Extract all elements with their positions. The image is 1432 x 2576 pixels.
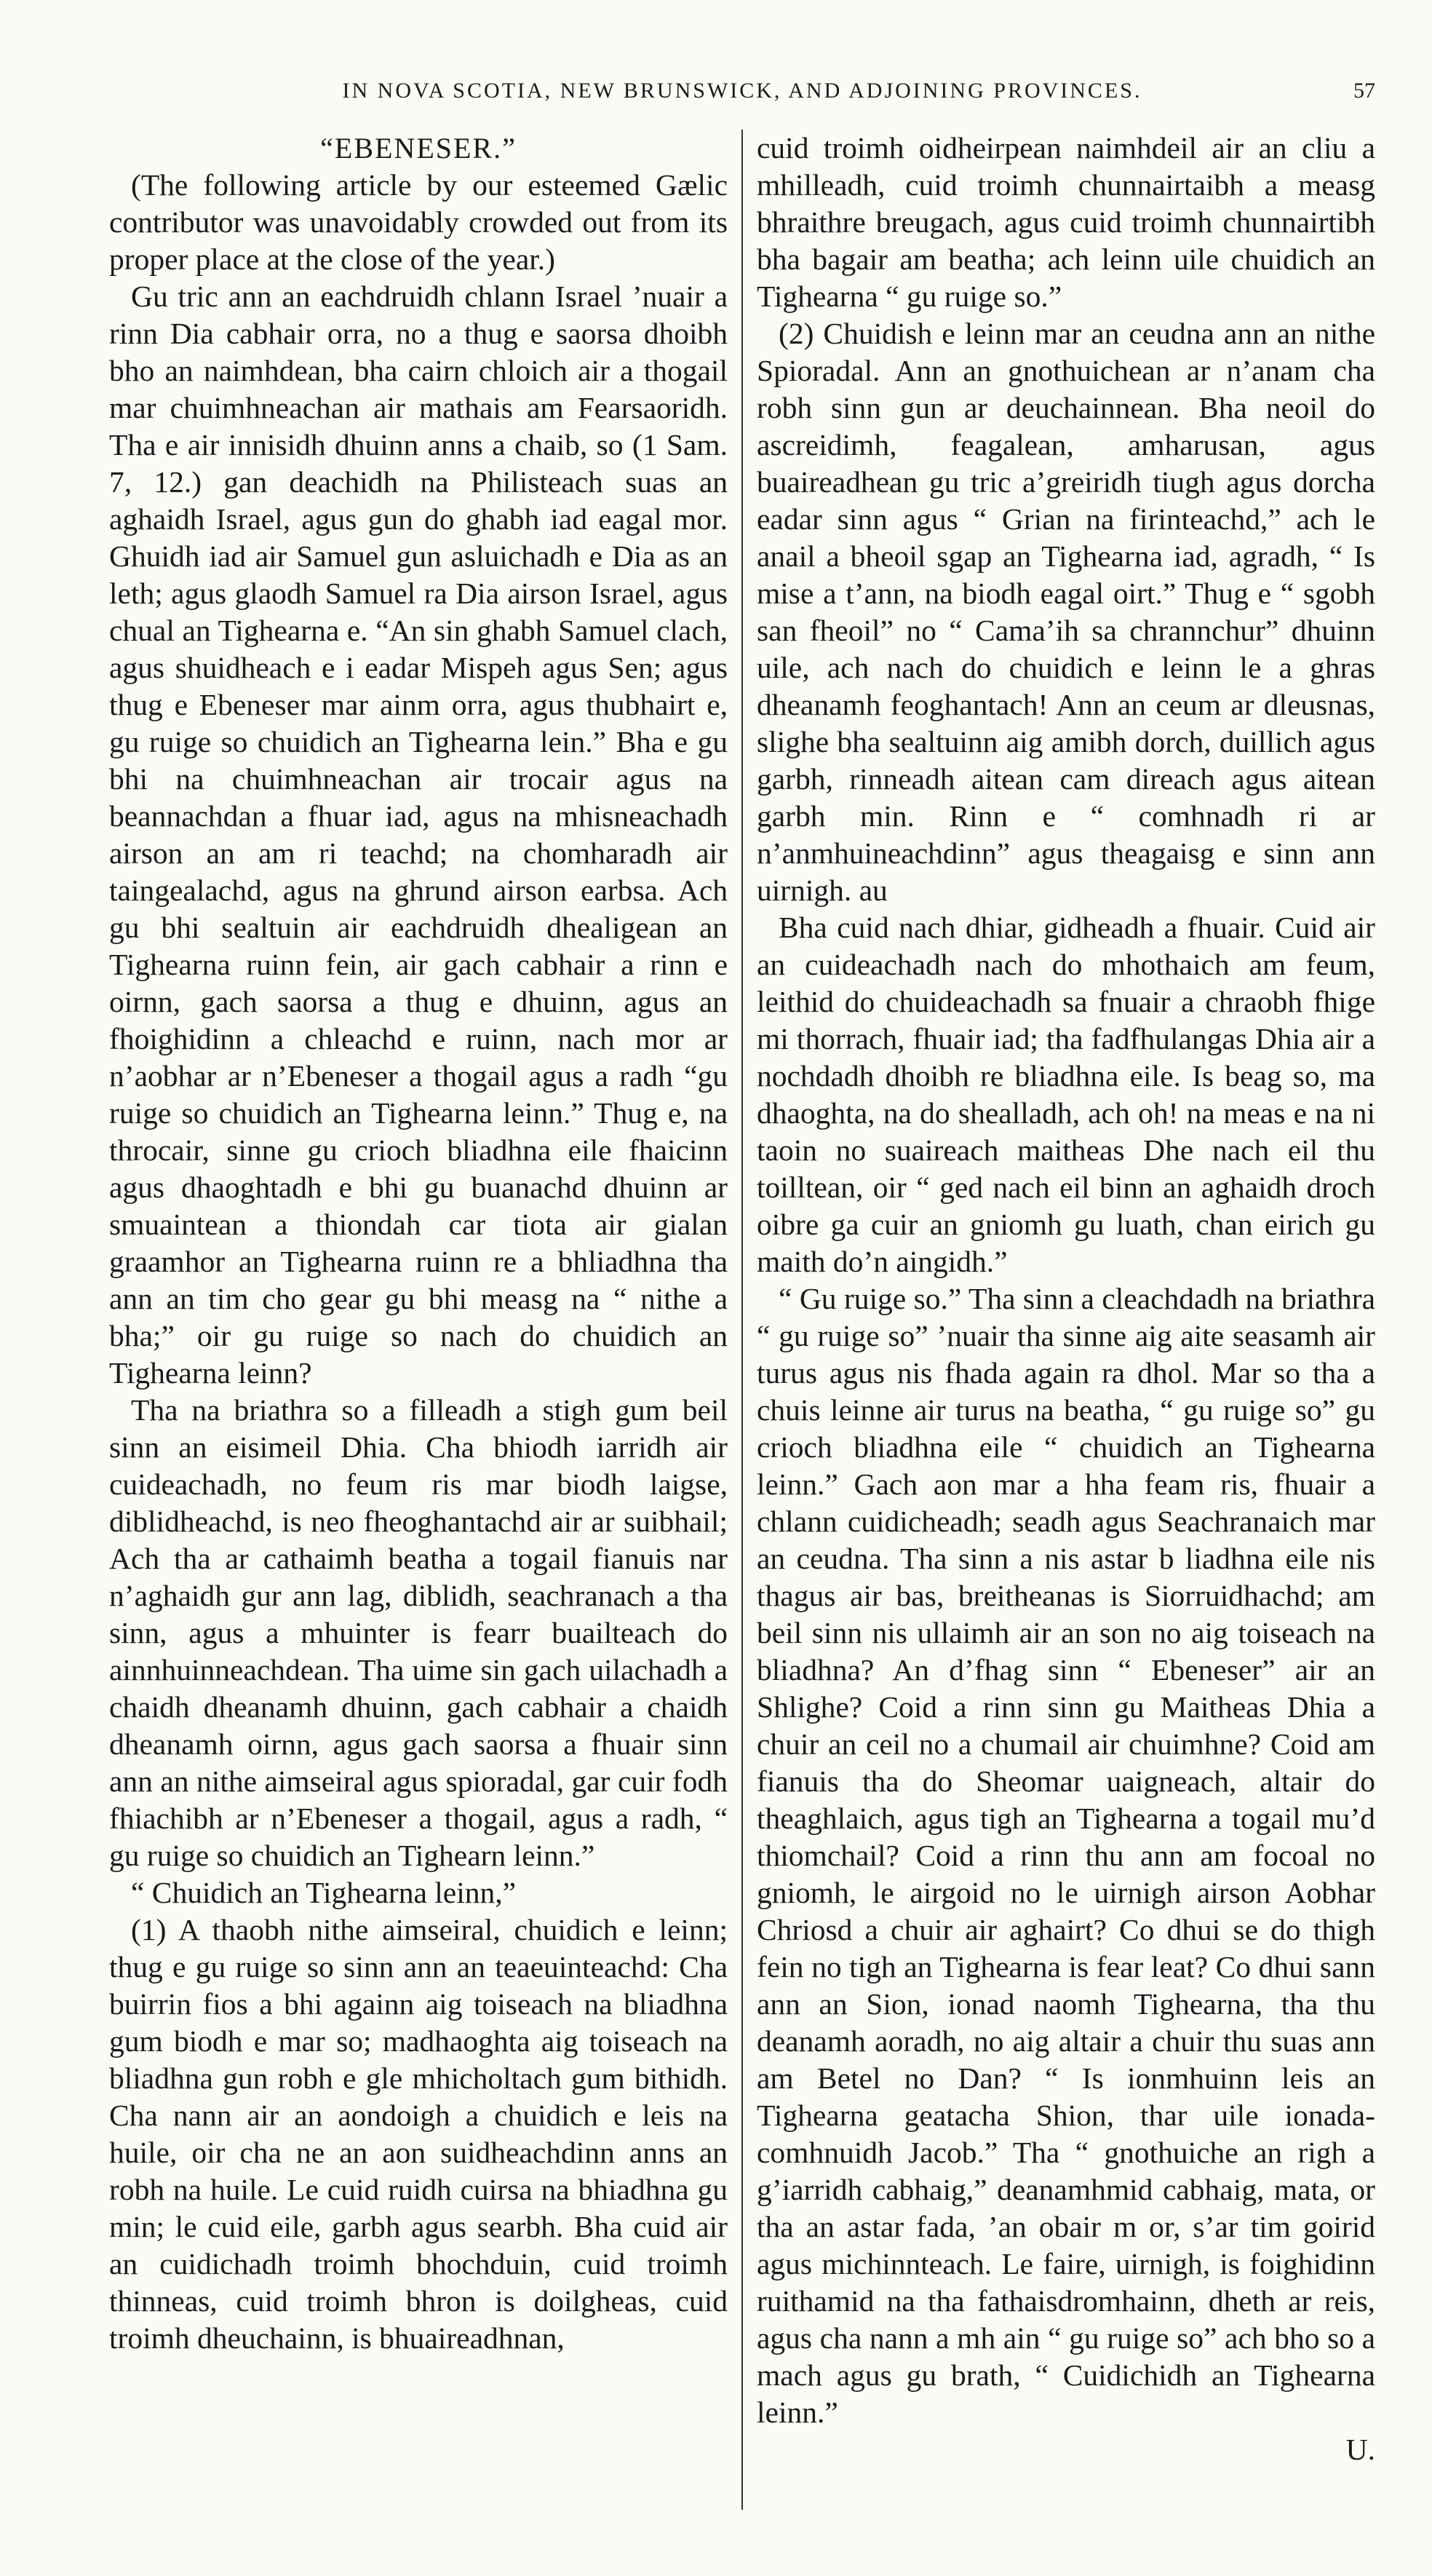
editor-note: (The following article by our esteemed Gælic contributor was unavoidably crowded out from its proper place at the close of the year.) bbox=[109, 168, 728, 276]
right-column bbox=[757, 130, 1375, 2510]
running-head-title: IN NOVA SCOTIA, NEW BRUNSWICK, AND ADJOINING PROVINCES. bbox=[342, 79, 1142, 103]
paragraph-2: Tha na briathra so a filleadh a stigh gum beil sinn an eisimeil Dhia. Cha bhiodh iarridh air cuideachadh, no feum ris mar biodh laigse, diblidheachd, is neo fheoghantachd air ar suibhail; Ach tha ar cathaimh beatha a togail fianuis nar n’aghaidh gur ann lag, diblidh, seachranach a tha sinn, agus a mhuinter is fearr buailteach do ainnhuinneachdean. Tha uime sin gach uilachadh a chaidh dheanamh dhuinn, gach cabhair a chaidh dheanamh oirnn, agus gach saorsa a fhuair sinn ann an nithe aimseiral agus spioradal, gar cuir fodh fhiachibh ar n’Ebeneser a thogail, agus a radh, “ gu ruige so chuidich an Tighearn leinn.” bbox=[109, 1393, 728, 1872]
paragraph-7: “ Gu ruige so.” Tha sinn a cleachdadh na briathra “ gu ruige so” ’nuair tha sinne aig aite seasamh air turus agus nis fhada again ra dhol. Mar so tha a chuis leinne air turus na beatha, “ gu ruige so” gu crioch bliadhna eile “ chuidich an Tighearna leinn.” Gach aon mar a hha feam ris, fhuair a chlann cuidicheadh; seadh agus Seachranaich mar an ceudna. Tha sinn a nis astar b liadhna eile nis thagus air bas, breitheanas is Siorruidhachd; am beil sinn nis ullaimh air an son no aig toiseach na bliadhna? An d’fhag sinn “ Ebeneser” air an Shlighe? Coid a rinn sinn gu Maitheas Dhia a chuir an ceil no a chumail air chuimhne? Coid am fianuis tha do Sheomar uaigneach, altair do theaghlaich, agus tigh an Tighearna a togail mu’d thiomchail? Coid a rinn thu ann am focoal no gniomh, le airgoid no le uirnigh airson Aobhar Chriosd a chuir air aghairt? Co dhui se do thigh fein no tigh an Tighearna is fear leat? Co dhui sann ann an Sion, ionad naomh Tighearna, tha thu deanamh aoradh, no aig altair a chuir thu suas ann am Betel no Dan? “ Is ionmhuinn leis an Tighearna geatacha Shion, thar uile ionada-comhnuidh Jacob.” Tha “ gnothuiche an righ a g’iarridh cabhaig,” deanamhmid cabhaig, mata, or tha an astar fada, ’an obair m or, s’ar tim goirid agus michinnteach. Le faire, uirnigh, is foighidinn ruithamid na tha fathaisdromhainn, dheth ar reis, agus cha nann a mh ain “ gu ruige so” ach bho so a mach agus gu brath, “ Cuidichidh an Tighearna leinn.” bbox=[757, 1282, 1375, 2429]
paragraph-3: “ Chuidich an Tighearna leinn,” bbox=[131, 1876, 517, 1909]
paragraph-6: Bha cuid nach dhiar, gidheadh a fhuair. Cuid air an cuideachadh nach do mhothaich am feum, leithid do chuideachadh sa fnuair a chraobh fhige mi thorrach, fhuair iad; tha fadfhulangas Dhia air a nochdadh dhoibh re bliadhna eile. Is beag so, ma dhaoghta, na do shealladh, ach oh! na meas e na ni taoin no suaireach maitheas Dhe nach eil thu toilltean, oir “ ged nach eil binn an aghaidh droch oibre ga cuir an gniomh gu luath, chan eirich gu maith do’n aingidh.” bbox=[757, 911, 1375, 1278]
article-title: “EBENESER.” bbox=[320, 132, 517, 165]
left-column bbox=[109, 130, 728, 2510]
signature: U. bbox=[1345, 2433, 1375, 2466]
paragraph-5: (2) Chuidish e leinn mar an ceudna ann an nithe Spioradal. Ann an gnothuichean ar n’anam cha robh sinn gun ar deuchainnean. Bha neoil do ascreidimh, feagalean, amharusan, agus buaireadhean gu tric a’greiridh tiugh agus dorcha eadar sinn agus “ Grian na firinteachd,” ach le anail a bheoil sgap an Tighearna iad, agradh, “ Is mise a t’ann, na biodh eagal oirt.” Thug e “ sgobh san fheoil” no “ Cama’ih sa chrannchur” dhuinn uile, ach nach do chuidich e leinn le a ghras dheanamh feoghantach! Ann an ceum ar dleusnas, slighe bha sealtuinn aig amibh dorch, duillich agus garbh, rinneadh aitean cam direach agus aitean garbh min. Rinn e “ comhnadh ri ar n’anmhuineachdinn” agus theagaisg e sinn ann uirnigh. au bbox=[757, 317, 1375, 907]
page bbox=[109, 79, 1375, 2539]
paragraph-1: Gu tric ann an eachdruidh chlann Israel ’nuair a rinn Dia cabhair orra, no a thug e saorsa dhoibh bho an naimhdean, bha cairn chloich air a thogail mar chuimhneachan air mathais am Fearsaoridh. Tha e air innisidh dhuinn anns a chaib, so (1 Sam. 7, 12.) gan deachidh na Philisteach suas an aghaidh Israel, agus gun do ghabh iad eagal mor. Ghuidh iad air Samuel gun asluichadh e Dia as an leth; agus glaodh Samuel ra Dia airson Israel, agus chual an Tighearna e. “An sin ghabh Samuel clach, agus shuidheach e i eadar Mispeh agus Sen; agus thug e Ebeneser mar ainm orra, agus thubhairt e, gu ruige so chuidich an Tighearna lein.” Bha e gu bhi na chuimhneachan air trocair agus na beannachdan a fhuar iad, agus na mhisneachadh airson an am ri teachd; na chomharadh air taingealachd, agus na ghrund airson earbsa. Ach gu bhi sealtuin air eachdruidh dhealigean an Tighearna ruinn fein, air gach cabhair a rinn e oirnn, gach saorsa a thug e dhuinn, agus an fhoighidinn a chleachd e ruinn, nach mor ar n’aobhar ar n’Ebeneser a thogail agus a radh “gu ruige so chuidich an Tighearna leinn.” Thug e, na throcair, sinne gu crioch bliadhna eile fhaicinn agus dhaoghtadh e bhi gu buanachd dhuinn ar smuaintean a thiondah car tiota air gialan graamhor an Tighearna ruinn re a bhliadhna tha ann an tim cho gear gu bhi measg na “ nithe a bha;” oir gu ruige so nach do chuidich an Tighearna leinn? bbox=[109, 280, 728, 1390]
column-rule bbox=[741, 130, 743, 2510]
two-column-body bbox=[109, 130, 1375, 2510]
paragraph-4: (1) A thaobh nithe aimseiral, chuidich e leinn; thug e gu ruige so sinn ann an teaeuinteachd: Cha buirrin fios a bhi againn aig toiseach na bliadhna gum biodh e mar so; madhaoghta aig toiseach na bliadhna gun robh e gle mhicholtach gum bithidh. Cha nann air an aondoigh a chuidich e leis na huile, oir cha ne an aon suidheachdinn anns an robh na huile. Le cuid ruidh cuirsa na bhiadhna gu min; le cuid eile, garbh agus searbh. Bha cuid air an cuidichadh troimh bhochduin, cuid troimh thinneas, cuid troimh bhron is doilgheas, cuid troimh dheuchainn, is bhuaireadhnan, bbox=[109, 1913, 728, 2355]
paragraph-4-continued: cuid troimh oidheirpean naimhdeil air an cliu a mhilleadh, cuid troimh chunnairtaibh a measg bhraithre breugach, agus cuid troimh chunnairtibh bha bagair am beatha; ach leinn uile chuidich an Tighearna “ gu ruige so.” bbox=[757, 131, 1375, 313]
page-number: 57 bbox=[1353, 79, 1375, 103]
running-head bbox=[109, 79, 1375, 130]
